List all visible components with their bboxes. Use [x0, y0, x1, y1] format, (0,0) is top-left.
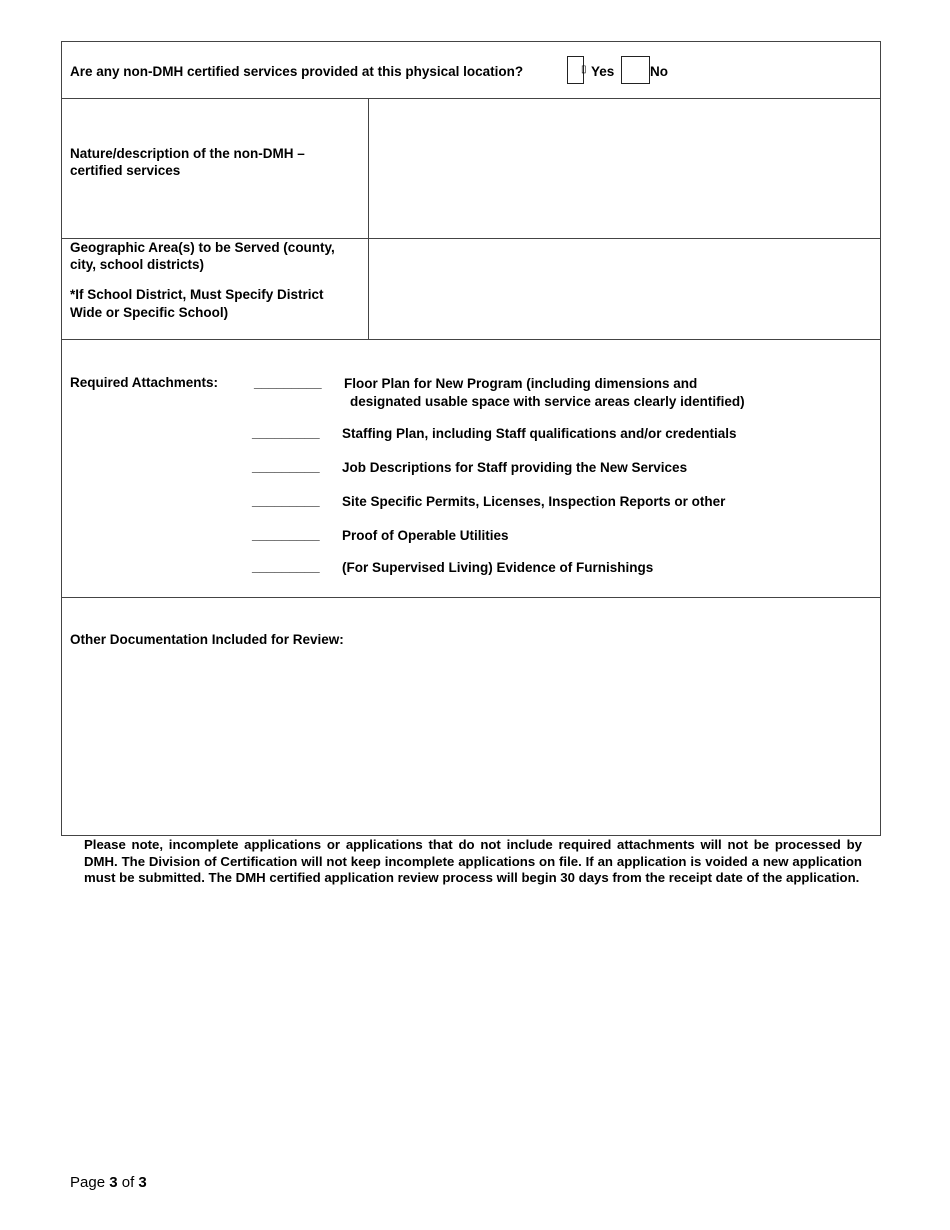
- other-documentation-label: Other Documentation Included for Review:: [70, 632, 344, 647]
- geographic-label-cell: [62, 239, 369, 339]
- attachment-check-line[interactable]: _________: [252, 425, 320, 440]
- attachment-text: Floor Plan for New Program (including dimensions and: [344, 376, 698, 391]
- attachments-label: Required Attachments:: [70, 375, 219, 390]
- school-district-note: *If School District, Must Specify District Wide or Specific School): [70, 287, 324, 320]
- nature-row: [62, 99, 880, 239]
- no-label: No: [650, 64, 668, 79]
- checkbox-glyph: ▯: [581, 64, 587, 75]
- nature-input-cell[interactable]: [369, 99, 880, 238]
- yes-label: Yes: [591, 64, 615, 79]
- attachment-text: Site Specific Permits, Licenses, Inspection Reports or other: [342, 494, 726, 509]
- attachment-check-line[interactable]: _________: [252, 527, 320, 542]
- attachment-check-line[interactable]: _________: [254, 375, 322, 390]
- attachment-check-line[interactable]: _________: [252, 493, 320, 508]
- nature-label: Nature/description of the non-DMH – certified services: [70, 146, 305, 178]
- certification-form: [61, 41, 881, 836]
- non-dmh-question-row: [62, 42, 880, 99]
- page-footer: [70, 1174, 147, 1191]
- other-documentation-row[interactable]: [62, 598, 880, 835]
- attachment-text: Staffing Plan, including Staff qualifications and/or credentials: [342, 426, 737, 441]
- nature-label-cell: [62, 99, 369, 238]
- incomplete-application-note: Please note, incomplete applications or applications that do not include required attachments will not be processed by DMH. The Division of Certification will not keep incomplete applications on file. If an application is voided a new application must be submitted. The DMH certified application review process will begin 30 days from the receipt date of the application.: [84, 837, 862, 885]
- non-dmh-question: Are any non-DMH certified services provided at this physical location?: [70, 64, 524, 79]
- attachment-check-line[interactable]: _________: [252, 559, 320, 574]
- attachment-text-cont: designated usable space with service areas clearly identified): [350, 394, 745, 409]
- no-checkbox[interactable]: [621, 56, 650, 84]
- required-attachments-row: [62, 340, 880, 598]
- page-word: Page: [70, 1174, 106, 1191]
- current-page: 3: [109, 1174, 118, 1191]
- geographic-row: [62, 239, 880, 340]
- attachment-text: Proof of Operable Utilities: [342, 528, 509, 543]
- geographic-input-cell[interactable]: [369, 239, 880, 339]
- attachment-text: Job Descriptions for Staff providing the New Services: [342, 460, 688, 475]
- attachment-text: (For Supervised Living) Evidence of Furnishings: [342, 560, 654, 575]
- geographic-label: Geographic Area(s) to be Served (county, city, school districts): [70, 240, 335, 272]
- of-word: of: [121, 1174, 135, 1191]
- total-pages: 3: [138, 1174, 147, 1191]
- attachment-check-line[interactable]: _________: [252, 459, 320, 474]
